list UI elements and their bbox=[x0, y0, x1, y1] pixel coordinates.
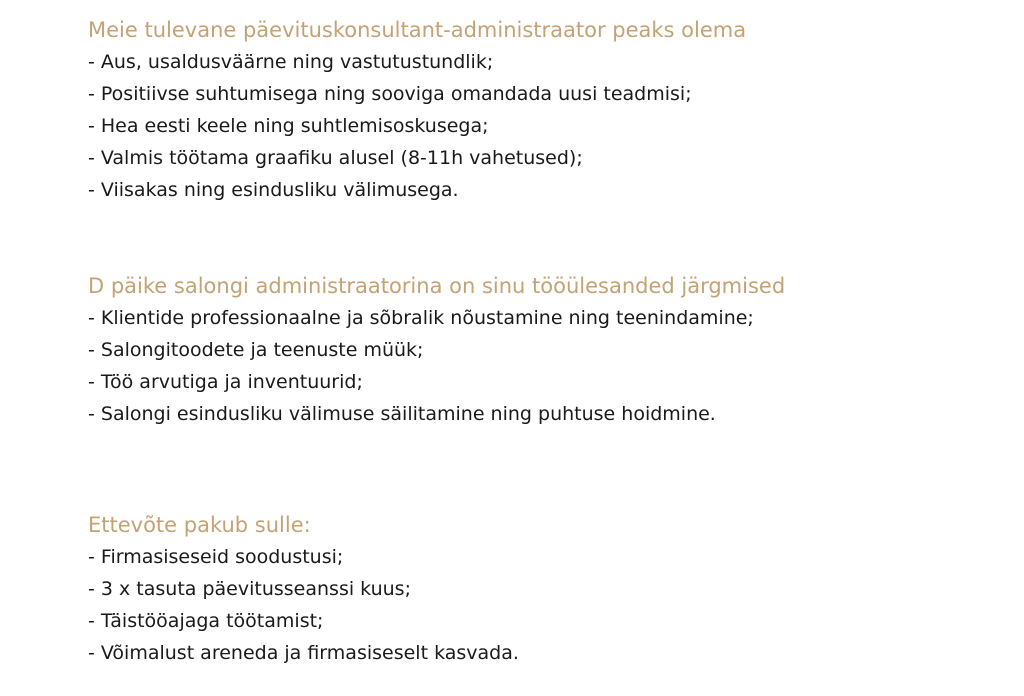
requirements-heading: Meie tulevane päevituskonsultant-administraator peaks olema bbox=[88, 18, 747, 42]
list-item: - 3 x tasuta päevitusseanssi kuus; bbox=[88, 578, 411, 600]
list-item: - Salongitoodete ja teenuste müük; bbox=[88, 339, 424, 361]
list-item: - Täistööajaga töötamist; bbox=[88, 610, 324, 632]
list-item: - Võimalust areneda ja firmasiseselt kasvada. bbox=[88, 642, 519, 664]
list-item: - Valmis töötama graafiku alusel (8-11h vahetused); bbox=[88, 147, 583, 169]
list-item: - Klientide professionaalne ja sõbralik nõustamine ning teenindamine; bbox=[88, 307, 754, 329]
requirements-list bbox=[88, 46, 1004, 206]
duties-heading: D päike salongi administraatorina on sinu tööülesanded järgmised bbox=[88, 274, 786, 298]
duties-list bbox=[88, 302, 1004, 430]
list-item: - Töö arvutiga ja inventuurid; bbox=[88, 371, 363, 393]
duties-section bbox=[88, 270, 1004, 430]
offers-section bbox=[88, 509, 1004, 669]
list-item: - Positiivse suhtumisega ning sooviga omandada uusi teadmisi; bbox=[88, 83, 692, 105]
requirements-section bbox=[88, 14, 1004, 206]
list-item: - Hea eesti keele ning suhtlemisoskusega; bbox=[88, 115, 489, 137]
list-item: - Salongi esindusliku välimuse säilitamine ning puhtuse hoidmine. bbox=[88, 403, 716, 425]
offers-list bbox=[88, 541, 1004, 669]
offers-heading: Ettevõte pakub sulle: bbox=[88, 513, 311, 537]
list-item: - Firmasiseseid soodustusi; bbox=[88, 546, 344, 568]
list-item: - Aus, usaldusväärne ning vastutustundlik; bbox=[88, 51, 494, 73]
list-item: - Viisakas ning esindusliku välimusega. bbox=[88, 179, 459, 201]
